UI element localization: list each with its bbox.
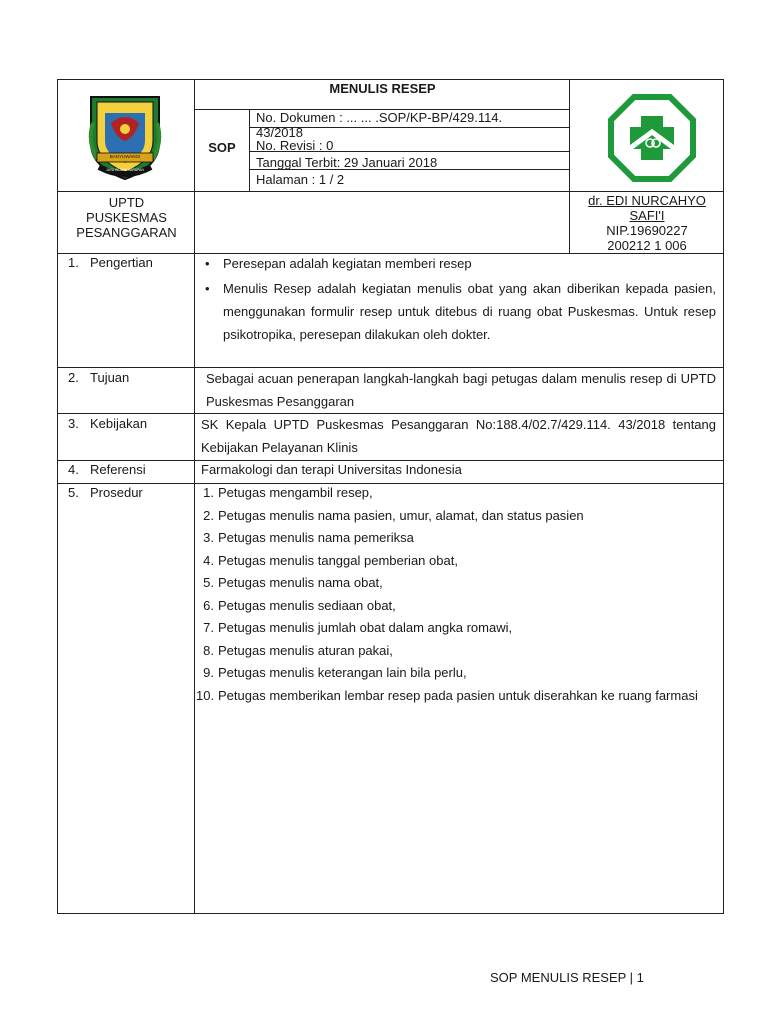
procedure-step: [196, 572, 716, 595]
procedure-steps: [196, 482, 716, 707]
unit-name: [58, 195, 195, 240]
step-text: Petugas menulis aturan pakai,: [218, 642, 393, 658]
doc-number-line-1: No. Dokumen : ... ... .SOP/KP-BP/429.114.: [256, 110, 503, 125]
signer-name-line-1: dr. EDI NURCAHYO: [588, 193, 706, 208]
procedure-step: [196, 595, 716, 618]
doc-number: [256, 110, 566, 140]
step-number: 9.: [203, 665, 214, 680]
procedure-step: [196, 685, 716, 708]
section-title: Kebijakan: [90, 416, 148, 431]
revision-number: No. Revisi : 0: [256, 138, 334, 153]
step-text: Petugas menulis tanggal pemberian obat,: [218, 552, 458, 568]
unit-line-2: PUSKESMAS: [86, 210, 167, 225]
step-text: Petugas menulis sediaan obat,: [218, 597, 396, 613]
regency-emblem: [83, 93, 167, 183]
step-number: 8.: [203, 642, 214, 658]
section-label-prosedur: [68, 483, 193, 503]
section-title: Pengertian: [90, 255, 153, 270]
section-label-referensi: [68, 460, 193, 480]
procedure-step: [196, 550, 716, 573]
bullet-item: • Peresepan adalah kegiatan memberi resep: [203, 253, 716, 276]
unit-line-1: UPTD: [108, 195, 145, 210]
step-text: Petugas menulis nama obat,: [218, 575, 383, 590]
step-number: 10.: [196, 687, 215, 703]
step-number: 4.: [203, 552, 214, 568]
step-text: Petugas menulis nama pemeriksa: [218, 530, 414, 545]
signer-nip-line-2: 200212 1 006: [607, 238, 687, 253]
page-number: Halaman : 1 / 2: [256, 172, 345, 187]
section-title: Tujuan: [90, 370, 130, 385]
section-content-tujuan: Sebagai acuan penerapan langkah-langkah bagi petugas dalam menulis resep di UPTD Puskesmas Pesanggaran: [206, 371, 716, 409]
emblem-motto: JAYA WIJAYA HARAPAN: [106, 168, 144, 172]
step-text: Petugas menulis jumlah obat dalam angka romawi,: [218, 620, 513, 635]
unit-line-3: PESANGGARAN: [76, 225, 177, 240]
section-number: 2.: [68, 370, 79, 385]
step-number: 3.: [203, 530, 214, 545]
document-title: MENULIS RESEP: [329, 81, 436, 96]
procedure-step: [196, 617, 716, 640]
procedure-step: [196, 640, 716, 663]
step-number: 5.: [203, 575, 214, 590]
section-number: 3.: [68, 416, 79, 431]
puskesmas-cross-icon: [608, 94, 696, 182]
section-content-referensi: Farmakologi dan terapi Universitas Indonesia: [201, 462, 462, 477]
sop-document: [57, 79, 724, 914]
section-content-prosedur: [196, 482, 716, 707]
signer-nip-line-1: NIP.19690227: [606, 223, 688, 238]
signer-name-line-2: SAFI'I: [629, 208, 665, 223]
page-footer: SOP MENULIS RESEP | 1: [490, 970, 644, 985]
step-text: Petugas menulis nama pasien, umur, alamat, dan status pasien: [218, 507, 584, 523]
signer-block: [570, 193, 724, 253]
step-text: Petugas menulis keterangan lain bila perlu,: [218, 665, 467, 680]
section-content-kebijakan: SK Kepala UPTD Puskesmas Pesanggaran No:188.4/02.7/429.114. 43/2018 tentang Kebijakan Pelayanan Klinis: [201, 417, 716, 455]
section-label-tujuan: [68, 368, 193, 388]
header-bottom-divider: [58, 191, 723, 192]
step-number: 2.: [203, 507, 214, 523]
sop-divider: [249, 109, 250, 191]
doc-number-line-2: 43/2018: [256, 125, 303, 140]
issue-date: Tanggal Terbit: 29 Januari 2018: [256, 155, 438, 170]
section-title: Referensi: [90, 462, 146, 477]
bullet-item: • Menulis Resep adalah kegiatan menulis obat yang akan diberikan kepada pasien, menggunakan formulir resep untuk ditebus di ruang obat Puskesmas. Untuk resep psikotropika, peresepan dilakukan oleh dokter.: [203, 277, 716, 346]
procedure-step: [196, 482, 716, 505]
section-label-pengertian: [68, 253, 193, 273]
puskesmas-logo: [608, 94, 696, 182]
sop-label: SOP: [208, 139, 236, 155]
step-number: 1.: [203, 485, 214, 500]
section-label-kebijakan: [68, 414, 193, 434]
section-number: 4.: [68, 462, 79, 477]
step-number: 6.: [203, 597, 214, 613]
procedure-step: [196, 505, 716, 528]
procedure-step: [196, 662, 716, 685]
emblem-banner: BANYUWANGI: [109, 154, 141, 159]
step-text: Petugas mengambil resep,: [218, 485, 373, 500]
step-number: 7.: [203, 620, 214, 635]
procedure-step: [196, 527, 716, 550]
section-title: Prosedur: [90, 485, 143, 500]
section-number: 1.: [68, 255, 79, 270]
section-number: 5.: [68, 485, 79, 500]
section-content-pengertian: [203, 253, 716, 346]
step-text: Petugas memberikan lembar resep pada pasien untuk diserahkan ke ruang farmasi: [218, 687, 698, 703]
